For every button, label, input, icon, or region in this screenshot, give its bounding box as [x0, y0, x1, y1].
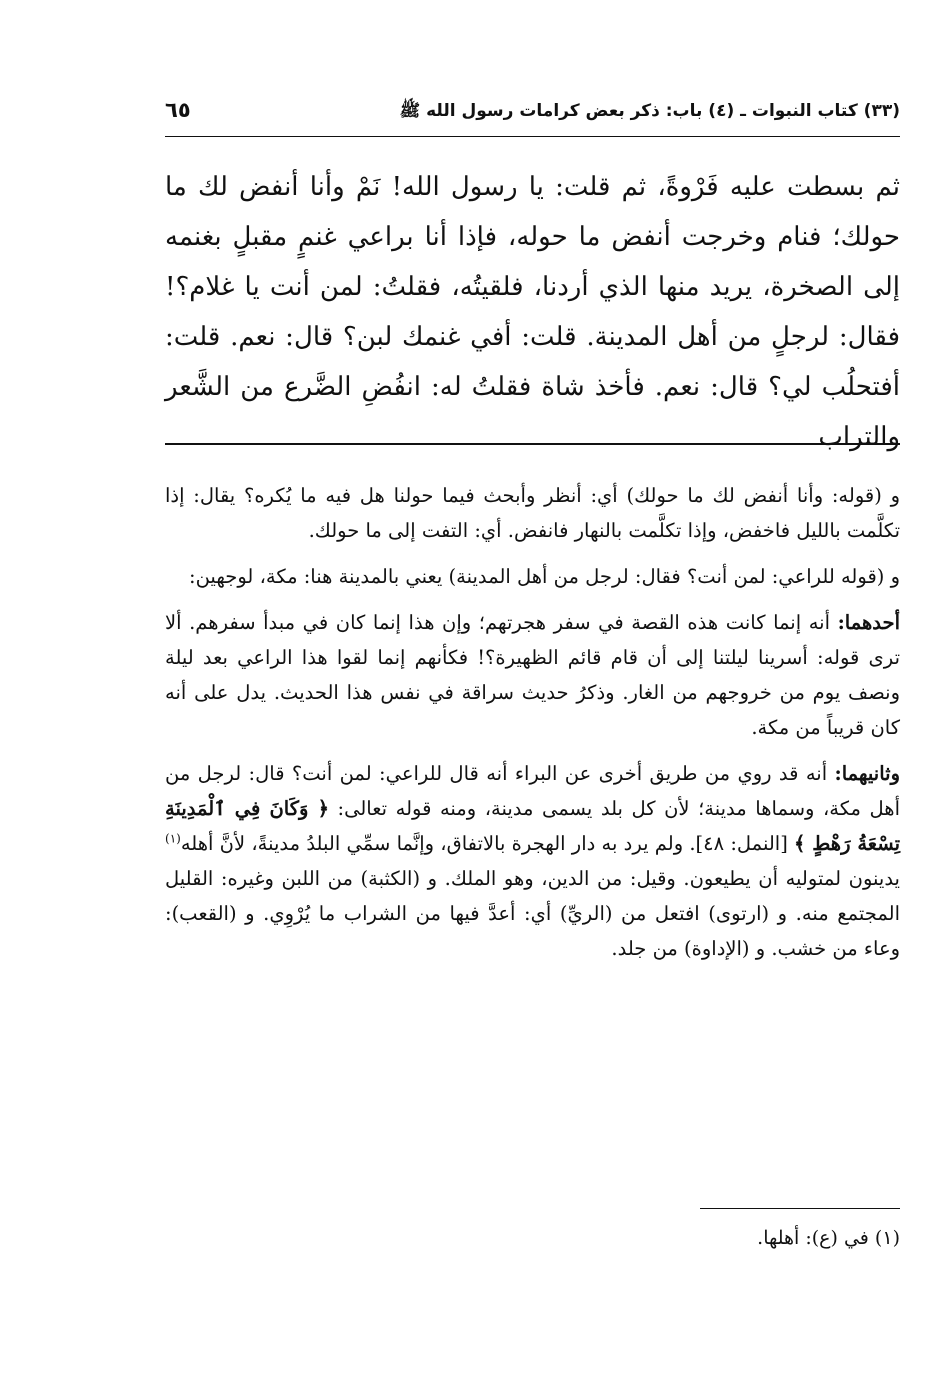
second-reason-label: وثانيهما: — [834, 762, 900, 785]
footnote-marker: (١) — [165, 831, 181, 846]
first-reason-label: أحدهما: — [837, 611, 900, 634]
second-reason-text-a: أنه قد روي من طريق أخرى عن البراء أنه قال للراعي: لمن أنت؟ قال: لرجل من أهل مكة، وسماها مدينة؛ لأن كل بلد يسمى مدينة، ومنه قوله تعالى: — [165, 762, 900, 820]
commentary-paragraph-3 — [165, 605, 900, 745]
text-separator-line — [165, 443, 900, 445]
commentary-section — [165, 478, 900, 977]
page-header — [165, 96, 900, 137]
commentary-paragraph-1: و (قوله: وأنا أنفض لك ما حولك) أي: أنظر وأبحث فيما حولنا هل فيه ما يُكره؟ يقال: إذا تكلَّمت بالليل فاخفض، وإذا تكلَّمت بالنهار فانفض. أي: التفت إلى ما حولك. — [165, 484, 900, 542]
hadith-paragraph: ثم بسطت عليه فَرْوةً، ثم قلت: يا رسول الله! نَمْ وأنا أنفض لك ما حولك؛ فنام وخرجت أنفض ما حوله، فإذا أنا براعي غنمٍ مقبلٍ بغنمه إلى الصخرة، يريد منها الذي أردنا، فلقيتُه، فقلتُ: لمن أنت يا غلام؟! فقال: لرجلٍ من أهل المدينة. قلت: أفي غنمك لبن؟ قال: نعم. قلت: أفتحلُب لي؟ قال: نعم. فأخذ شاة فقلتُ له: انفُضِ الضَّرع من الشَّعر والتراب — [165, 172, 901, 452]
hadith-text — [165, 162, 900, 462]
commentary-paragraph-2: و (قوله للراعي: لمن أنت؟ فقال: لرجل من أهل المدينة) يعني بالمدينة هنا: مكة، لوجهين: — [189, 565, 900, 588]
first-reason-text: أنه إنما كانت هذه القصة في سفر هجرتهم؛ وإن هذا إنما كان في مبدأ سفرهم. ألا ترى قوله: أسرينا ليلتنا إلى أن قام قائم الظهيرة؟! فكأنهم إنما لقوا هذا الراعي بعد ليلة ونصف يوم من خروجهم من الغار. وذكرُ حديث سراقة في نفس هذا الحديث. يدل على أنه كان قريباً من مكة. — [165, 611, 900, 739]
second-reason-text-b: [النمل: ٤٨]. ولم يرد به دار الهجرة بالاتفاق، وإنَّما سمِّي البلدُ مدينةً، لأنَّ أهله — [180, 832, 795, 855]
running-head: (٣٣) كتاب النبوات ـ (٤) باب: ذكر بعض كرامات رسول الله ﷺ — [399, 101, 900, 121]
second-reason-text-c: يدينون لمتوليه أن يطيعون. وقيل: من الدين، وهو الملك. و (الكثبة) من اللبن وغيره: القليل المجتمع منه. و (ارتوى) افتعل من (الريِّ) أي: أعدَّ فيها من الشراب ما يُرْوِي. و (القعب): وعاء من خشب. و (الإداوة) من جلد. — [165, 867, 900, 960]
footnote: (١) في (ع): أهلها. — [757, 1227, 900, 1249]
quran-verse: ﴿ وَكَانَ فِي ٱلْمَدِينَةِ تِسْعَةُ رَهْطٍ ﴾ — [165, 797, 901, 855]
commentary-paragraph-4 — [165, 756, 900, 966]
page-number: ٦٥ — [165, 98, 191, 122]
footnote-separator — [700, 1208, 900, 1209]
